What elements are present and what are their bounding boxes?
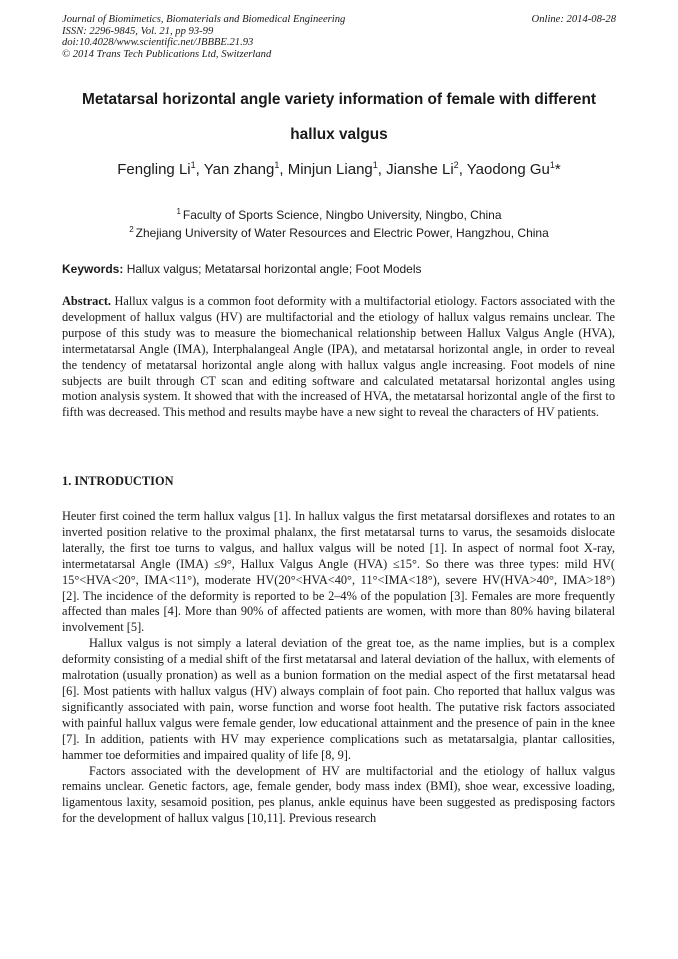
author-list bbox=[40, 160, 638, 178]
paragraph: Hallux valgus is not simply a lateral deviation of the great toe, as the name implies, but is a complex deformity consisting of a medial shift of the first metatarsal and lateral deviation of the hallux, with elements of malrotation (usually pronation) as well as a bunion formation on the medial aspect of the first metatarsal head [6]. Most patients with hallux valgus (HV) always complain of foot pain. Cho reported that hallux valgus was significantly associated with pain, worse function and worse foot health. The putative risk factors associated with painful hallux valgus were female gender, low educational attainment and the presence of pain in the knee [7]. In addition, patients with HV may experience complications such as metatarsalgia, plantar callosities, hammer toe deformities and impaired quality of life [8, 9]. bbox=[62, 636, 615, 762]
affiliation-2: $^2$ Zhejiang University of Water Resources and Electric Power, Hangzhou, China bbox=[129, 225, 549, 240]
author: Minjun Liang$^1$, bbox=[287, 160, 387, 178]
issn-line: ISSN: 2296-9845, Vol. 21, pp 93-99 bbox=[62, 25, 214, 37]
paper-title-line-1: Metatarsal horizontal angle variety information of female with different bbox=[82, 91, 596, 108]
author: Fengling Li$^1$, bbox=[117, 160, 204, 178]
abstract bbox=[62, 294, 615, 421]
online-date: Online: 2014-08-28 bbox=[531, 14, 616, 25]
introduction-body bbox=[62, 509, 615, 827]
abstract-text: Hallux valgus is a common foot deformity with a multifactorial etiology. Factors associated with the development of hallux valgus (HV) are multifactorial and the etiology of hallux valgus remains unclear. The purpose of this study was to measure the biomechanical relationship between Hallux Valgus Angle (HVA), intermetatarsal Angle (IMA), Interphalangeal Angle (IPA), and metatarsal horizontal angle, in order to reveal the tendency of metatarsal horizontal angle along with hallux valgus angle increasing. Foot models of nine subjects are built through CT scan and editing software and calculated metatarsal horizontal angles using motion analysis system. It showed that with the increased of HVA, the metatarsal horizontal angle of the first to fifth was decreased. This method and results maybe have a new sight to reveal the characters of HV patients. bbox=[62, 294, 615, 420]
journal-header bbox=[62, 14, 616, 60]
copyright-line: © 2014 Trans Tech Publications Ltd, Switzerland bbox=[62, 48, 272, 60]
abstract-label: Abstract. bbox=[62, 294, 112, 308]
doi-line: doi:10.4028/www.scientific.net/JBBBE.21.93 bbox=[62, 37, 254, 49]
paper-title-line-2: hallux valgus bbox=[290, 126, 388, 143]
journal-name: Journal of Biomimetics, Biomaterials and Biomedical Engineering bbox=[62, 14, 346, 25]
paragraph: Heuter first coined the term hallux valgus [1]. In hallux valgus the first metatarsal dorsiflexes and rotates to an inverted position relative to the proximal phalanx, the first metatarsal turns to varus, the sesamoids dislocate laterally, the first toe turns to valgus, and hallux valgus will be noted [1]. In aspect of normal foot X-ray, intermetatarsal Angle (IMA) ≤9°, Hallux Valgus Angle (HVA) ≤15°. So there was three types: mild HV( 15°<HVA<20°, IMA<11°), moderate HV(20°<HVA<40°, 11°<IMA<18°), severe HV(HVA>40°, IMA>18°) [2]. The incidence of the deformity is reported to be 2–4% of the population [3]. Females are more frequently affected than males [4]. More than 90% of affected patients are women, with more than 80% having bilateral involvement [5]. bbox=[62, 509, 615, 635]
section-heading-introduction: 1. INTRODUCTION bbox=[62, 474, 174, 488]
keywords bbox=[62, 262, 616, 276]
affiliation-1: $^1$ Faculty of Sports Science, Ningbo University, Ningbo, China bbox=[176, 207, 502, 222]
author: Jianshe Li$^2$, bbox=[386, 160, 467, 178]
author: Yan zhang$^1$, bbox=[203, 160, 288, 178]
paragraph: Factors associated with the development of HV are multifactorial and the etiology of hallux valgus remains unclear. Genetic factors, age, female gender, body mass index (BMI), shoe wear, excessive loading, ligamentous laxity, sesamoid position, pes planus, ankle equinus have been suggested as predisposing factors for the development of hallux valgus [10,11]. Previous research bbox=[62, 763, 615, 826]
keywords-label: Keywords: bbox=[62, 262, 124, 276]
author: Yaodong Gu$^1$* bbox=[466, 160, 561, 178]
keywords-text: Hallux valgus; Metatarsal horizontal angle; Foot Models bbox=[126, 262, 422, 276]
